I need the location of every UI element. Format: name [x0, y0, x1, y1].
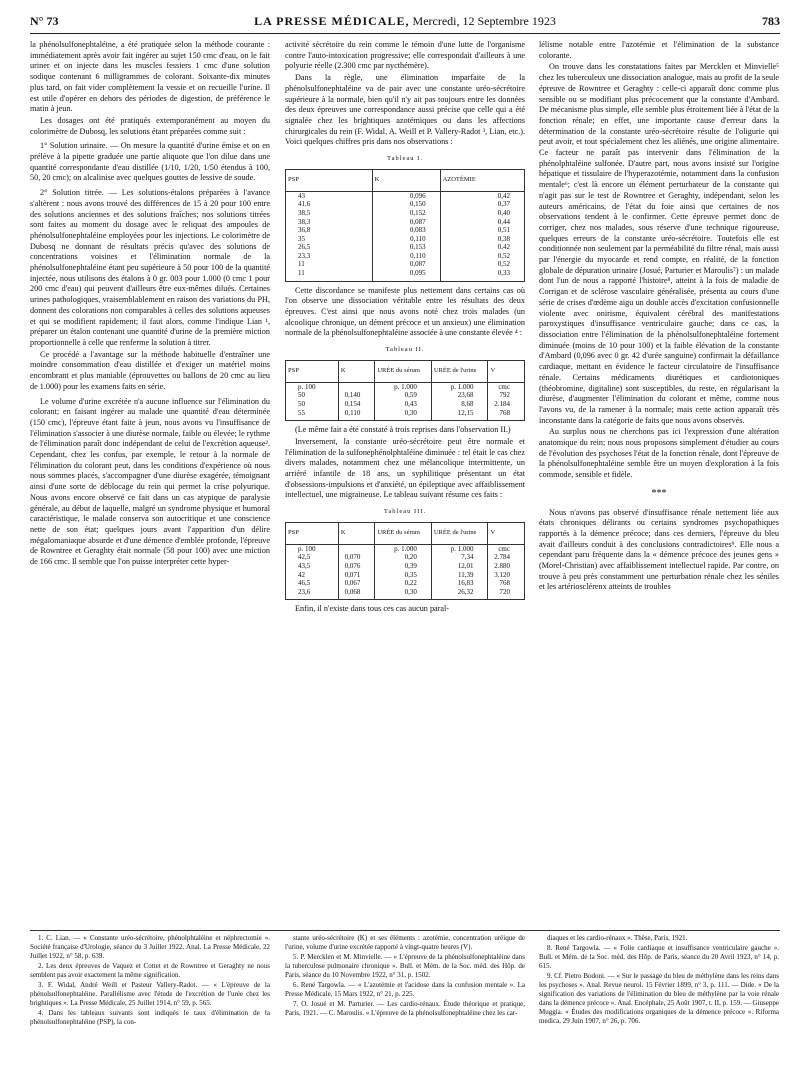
table-cell: 2.784 — [488, 553, 525, 562]
table-cell: 0,071 — [338, 571, 375, 580]
table-1-caption: Tableau I. — [387, 155, 423, 163]
table-cell: 11,39 — [431, 571, 488, 580]
table-cell: 792 — [488, 391, 525, 400]
table-cell: 0,087 — [372, 218, 440, 227]
table-cell: 0,150 — [372, 200, 440, 209]
paragraph: 1° Solution urinaire. — On mesure la quantité d'urine émise et on en prélève à la pipette graduée une partie aliquote que l'on dilue dans une quantité correspondante d'eau distillée (1/10, 1/20, 1/50 étendus à 100, 50, 20 cmc); on alcalinise avec quelques gouttes de lessive de soude. — [30, 141, 270, 183]
table-cell: 0,44 — [440, 218, 524, 227]
page-header — [30, 12, 780, 34]
table-cell: 0,068 — [338, 588, 375, 600]
table-cell: 0,38 — [440, 235, 524, 244]
table-cell: 7,34 — [431, 553, 488, 562]
table-cell: p. 100 — [298, 382, 316, 391]
table-row — [286, 218, 525, 227]
table-cell: 0,110 — [372, 235, 440, 244]
table-header-row — [286, 360, 525, 382]
footnote: 5. P. Mercklen et M. Minvielle. — « L'épreuve de la phénolsulfonephtaléine dans la tuberculose pulmonaire chronique ». Bull. et Mém. de la Soc. méd. des Hôp. de Paris, séance du 10 Novembre 1922, n° 31, p. 1502. — [285, 953, 525, 979]
paragraph: Dans la règle, une élimination imparfaite de la phénolsulfonephtaléine va de pair avec une constante uréo-sécrétoire supérieure à la normale, bien qu'il n'y ait pas toujours entre les données des deux épreuves une correspondance aussi précise que celle qui a été signalée chez les brightiques azotémiques ou dans les affections chirurgicales du rein (F. Widal, A. Weill et P. Vallery-Radot ³, Lian, etc.). Voici quelques chiffres pris dans nos observations : — [285, 73, 525, 147]
table-cell: 16,83 — [431, 579, 488, 588]
table-row — [286, 191, 525, 200]
footnote: diaques et les cardio-rénaux ». Thèse, Paris, 1921. — [547, 934, 688, 942]
table-cell: 0,42 — [440, 191, 524, 200]
table-row — [286, 544, 525, 553]
table-3-caption: Tableau III. — [383, 508, 427, 516]
table-cell: 46,5 — [298, 579, 311, 588]
paragraph: On trouve dans les constatations faites par Mercklen et Minvielle⁵ chez les tuberculeux une dissociation analogue, mais au profit de la seule épreuve de Rowntree et Geraghty : celle-ci apparaît donc comme plus sensible ou se modifiant plus précocement que la constante d'Ambard. De mécanisme plus simple, elle semble plus étroitement liée à l'état de la fonction rénale; en effet, une importante cause d'erreur dans la détermination de la constante uréo-sécrétoire résulte de l'oligurie qui peut avoir, et tout spécialement chez les aliénés, une origine alimentaire. Ce facteur ne paraît pas intervenir dans l'élimination de la phénolphtaléine sulfonée. D'autre part, nous avons insisté sur l'origine hépatique et tissulaire de l'hyperazotémie, notamment dans la confusion mentale⁶; c'est là encore un élément perturbateur de la constante qui n'agit pas sur le test de Rowntree et Geraghty, indépendant, selon les auteurs américains, de l'état du foie ainsi que certaines de nos observations tendent à le confirmer. Cette épreuve permet donc de corriger, chez nos malades, sous réserve d'une technique rigoureuse, quelques erreurs de la constante uréo-sécrétoire. Toutefois elle est conditionnée non seulement par la perméabilité du filtre rénal, mais aussi par l'énergie du myocarde et rend compte, en réalité, de la fonction globale de dépuration urinaire (Josué, Parturier et Maroulis⁷) : un malade dont l'un de nous a rapporté l'histoire⁸, atteint à la fois de maladie de Corrigan et de sclérose vasculaire généralisée, présenta au cours d'une série de crises d'œdème aigu un double accès d'excitation confusionnelle violente avec onirisme, équivalent cérébral des manifestations paroxystiques d'insuffisance ventriculaire gauche; dans ce cas, la dissociation entre l'élimination de la phénolsulfonephtaléine fortement diminuée (moins de 10 pour 100) et la faible élévation de la constante d'Ambard (0,096 avec 0 gr. 42 d'urée sanguine) confirmait la défaillance cardiaque, mettant en évidence le facteur circulatoire de l'insuffisance rénale. Certains médicaments diurétiques et cardiotoniques (théobromine, digitaline) sont susceptibles, du reste, en régularisant la diurèse, d'augmenter l'élimination du colorant et même, comme nous l'avons vu, de la ramener à la normale; mais cette action apparaît très inconstante dans la catégorie de faits que nous avons observés. — [539, 62, 779, 425]
table-row — [286, 235, 525, 244]
table-cell: p. 100 — [298, 544, 316, 553]
table-cell: 0,35 — [375, 571, 432, 580]
table-cell: 8,68 — [431, 400, 488, 409]
table-cell: 0,59 — [375, 391, 432, 400]
table-cell: p. 1.000 — [431, 382, 488, 391]
section-separator: *** — [651, 487, 667, 499]
table-cell: 38,3 — [298, 217, 311, 226]
table-header-row — [286, 169, 525, 191]
table-cell: 26,5 — [298, 243, 311, 252]
table-cell: cmc — [488, 544, 525, 553]
footnote: 2. Les deux épreuves de Vaquez et Cottet et de Rowntree et Geraghty ne nous semblent pas avoir exactement la même signification. — [30, 962, 270, 979]
column-3 — [539, 40, 779, 594]
column-header: URÉE de l'urine — [431, 360, 488, 382]
table-cell: 36,8 — [298, 226, 311, 235]
table-2-caption: Tableau II. — [385, 346, 425, 354]
journal-title — [30, 14, 780, 29]
table-cell: 50 — [298, 391, 305, 400]
table-cell: 0,52 — [440, 260, 524, 269]
table-cell: 0,40 — [440, 209, 524, 218]
table-cell: 12,01 — [431, 562, 488, 571]
table-cell: 0,43 — [375, 400, 432, 409]
table-row — [286, 226, 525, 235]
table-cell: 50 — [298, 400, 305, 409]
paragraph: (Le même fait a été constaté à trois reprises dans l'observation II.) — [295, 425, 511, 435]
column-header: K — [372, 169, 440, 191]
table-row — [286, 400, 525, 409]
column-header: URÉE de l'urine — [431, 522, 488, 544]
table-cell: 0,067 — [338, 579, 375, 588]
footnotes — [30, 930, 780, 1026]
table-cell: 23,3 — [298, 251, 311, 260]
paragraph: Nous n'avons pas observé d'insuffisance rénale nettement liée aux états chroniques délirants ou certains syndromes psychopathiques rapportés à la démence précoce; dans ces derniers, l'épreuve du bleu avait d'ailleurs conduit à des conclusions contradictoires⁹. Elle nous a cependant paru fréquente dans la « démence précoce des jeunes gens » (Morel-Christian) avec affaiblissement intellectuel rapide. Par contre, on trouve à peu près constamment une perturbation rénale chez les séniles et les artériosclérenx atteints de troubles — [539, 507, 779, 592]
table-cell: 11 — [298, 260, 305, 269]
table-cell — [338, 382, 375, 391]
issue-date: Mercredi, 12 Septembre 1923 — [412, 14, 556, 28]
table-cell: 2.880 — [488, 562, 525, 571]
footnote: 4. Dans les tableaux suivants sont indiqués le taux d'élimination de la phénolsulfonephtaléine (PSP), la con- — [30, 1009, 270, 1026]
table-cell: 0,37 — [440, 200, 524, 209]
table-cell: p. 1.000 — [375, 544, 432, 553]
page-number: 783 — [762, 14, 780, 28]
table-cell: 0,110 — [338, 409, 375, 421]
table-cell: cmc — [488, 382, 525, 391]
column-header: V — [488, 360, 525, 382]
table-cell: 0,42 — [440, 243, 524, 252]
table-header-row — [286, 522, 525, 544]
paragraph: lélisme notable entre l'azotémie et l'élimination de la substance colorante. — [539, 40, 779, 60]
column-1 — [30, 40, 270, 569]
table-cell: 26,32 — [431, 588, 488, 600]
column-header: V — [488, 522, 525, 544]
footnote: 8. René Targowla. — « Folie cardiaque et insuffisance ventriculaire gauche ». Bull. et Mém. de la Soc. méd. des Hôp. de Paris, séance du 20 Avril 1923, n° 14, p. 615. — [539, 944, 779, 970]
journal-name: LA PRESSE MÉDICALE, — [254, 14, 410, 28]
paragraph: Inversement, la constante uréo-sécrétoire peut être normale et l'élimination de la sulfonephénolphtaléine diminuée : tel était le cas chez divers malades, notamment chez une mélancolique intermittente, un arriéré infantile de 18 ans, un syphilitique présentant un état d'obsessions-impulsions et d'anxiété, un épileptique avec affaiblissement intellectuel, une migraineuse. Le tableau suivant résume ces faits : — [285, 436, 525, 500]
table-cell: 35 — [298, 234, 305, 243]
table-cell: 0,154 — [338, 400, 375, 409]
table-cell: 0,087 — [372, 260, 440, 269]
table-3 — [285, 522, 525, 601]
table-row — [286, 209, 525, 218]
footnote: 7. O. Josué et M. Parturier. — Les cardio-rénaux. Étude théorique et pratique, Paris, 1921. — C. Maroulis. « L'épreuve de la phénolsulfonephtaléine chez les car- — [285, 1000, 525, 1017]
column-header: PSP — [286, 169, 373, 191]
table-cell: 3.120 — [488, 571, 525, 580]
footnote: stante uréo-sécrétoire (K) et ses éléments : azotémie, concentration uréique de l'urine, volume d'urine excrétée rapporté à vingt-quatre heures (V). — [285, 934, 525, 951]
table-cell: 0,39 — [375, 562, 432, 571]
table-row — [286, 269, 525, 281]
column-header: PSP — [286, 360, 339, 382]
table-cell: 0,096 — [372, 191, 440, 200]
table-cell: 42,5 — [298, 553, 311, 562]
table-row — [286, 260, 525, 269]
table-cell: 0,153 — [372, 243, 440, 252]
paragraph: la phénolsulfonephtaléine, a été pratiquée selon la méthode courante : immédiatement après avoir fait ingérer au sujet 150 cmc d'eau, on le fait uriner et on injecte dans les muscles fessiers 1 cmc d'une solution sodique contenant 6 milligrammes de colorant. Soixante-dix minutes plus tard, on fait vider complètement la vessie et on recueille l'urine. Il est utile d'opérer en dehors des périodes de digestion, de préférence le matin à jeun. — [30, 40, 270, 114]
footnote-column-2 — [285, 934, 525, 1019]
table-cell: 0,095 — [372, 269, 440, 281]
issue-number: N° 73 — [30, 14, 59, 28]
footnote-column-1 — [30, 934, 270, 1028]
table-cell: 0,140 — [338, 391, 375, 400]
table-cell: 41,6 — [298, 200, 311, 209]
paragraph: Les dosages ont été pratiqués extemporanément au moyen du colorimètre de Dubosq, les solutions étant préparées comme suit : — [30, 115, 270, 136]
table-cell: 0,52 — [440, 252, 524, 261]
table-cell: 0,20 — [375, 553, 432, 562]
table-cell: 43,5 — [298, 562, 311, 571]
table-cell: 0,110 — [372, 252, 440, 261]
paragraph: Enfin, il n'existe dans tous ces cas aucun paral- — [295, 604, 450, 614]
table-row — [286, 243, 525, 252]
table-cell: 2.184 — [488, 400, 525, 409]
paragraph: activité sécrétoire du rein comme le témoin d'une lutte de l'organisme contre l'auto-intoxication progressive; elle correspondait d'ailleurs à une polyurie réelle (2.300 cmc par nycthémère). — [285, 40, 525, 71]
table-cell: 0,51 — [440, 226, 524, 235]
table-cell: 0,33 — [440, 269, 524, 281]
table-cell — [338, 544, 375, 553]
column-header: AZOTÉMIE — [440, 169, 524, 191]
table-cell: 55 — [298, 408, 305, 417]
table-row — [286, 409, 525, 421]
table-cell: p. 1.000 — [431, 544, 488, 553]
table-cell: p. 1.000 — [375, 382, 432, 391]
footnote: 6. René Targowla. — « L'azotémie et l'acidose dans la confusion mentale ». La Presse Médicale, 15 Mars 1922, n° 21, p. 225. — [285, 981, 525, 998]
paragraph: Cette discordance se manifeste plus nettement dans certains cas où l'on observe une dissociation véritable entre les résultats des deux épreuves. C'est ainsi que nous avons noté chez trois malades (un alcoolique chronique, un dément précoce et un anxieux) une élimination normale de la phénolsulfonephtaléine associée à une constante élevée ⁴ : — [285, 285, 525, 338]
table-cell: 11 — [298, 269, 305, 278]
table-cell: 720 — [488, 588, 525, 600]
table-row — [286, 571, 525, 580]
table-cell: 23,68 — [431, 391, 488, 400]
table-cell: 0,152 — [372, 209, 440, 218]
table-row — [286, 200, 525, 209]
paragraph: 2° Solution titrée. — Les solutions-étalons préparées à l'avance s'altèrent : nous avons trouvé des différences de 15 à 20 pour 100 entre des solutions anciennes et des solutions fraîches; nos solutions titrées sont faites au moment du dosage avec le reliquat des ampoules de phénolsulfonephtaléine employées pour les injections. Le colorimètre de Dubosq ne donnant de résultats précis qu'avec des solutions de concentrations voisines et l'élimination normale de la phénolsulfonephtaléine étant peu supérieure à 50 pour 100 de la quantité injectée, nous utilisons des étalons à 0 gr. 003 pour 1.000 (0 cmc 1 pour 200 cmc d'eau) qui peuvent d'ailleurs être eux-mêmes dilués. Certaines urines pathologiques, vraisemblablement en raison des variations du PH, donnent des colorations non comparables à celles des solutions aqueuses et qui se modifient rapidement; il faut alors, comme l'indique Lian ¹, préparer un étalon contenant une quantité d'urine de la première miction proportionnelle à celle que renferme la solution à titrer. — [30, 188, 270, 347]
footnote: 1. C. Lian. — « Constante uréo-sécrétoire, phénolphtaléine et néphrectomie ». Société française d'Urologie, séance du 3 Juillet 1922. Anal. La Presse Médicale, 22 Juillet 1922, n° 58, p. 639. — [30, 934, 270, 960]
column-header: URÉE du sérum — [375, 360, 432, 382]
table-cell: 43 — [298, 191, 305, 200]
table-cell: 0,076 — [338, 562, 375, 571]
table-cell: 42 — [298, 570, 305, 579]
table-cell: 12,15 — [431, 409, 488, 421]
table-cell: 0,083 — [372, 226, 440, 235]
column-header: K — [338, 522, 375, 544]
table-cell: 0,30 — [375, 588, 432, 600]
table-cell: 0,22 — [375, 579, 432, 588]
table-1 — [285, 169, 525, 282]
table-cell: 0,070 — [338, 553, 375, 562]
paragraph: Ce procédé a l'avantage sur la méthode habituelle d'entraîner une moindre consommation d'eau distillée et d'exiger un matériel moins encombrant et plus maniable (éprouvettes ou ballons de 20 cmc au lieu de 1.000) pour les examens faits en série. — [30, 349, 270, 391]
table-cell: 0,30 — [375, 409, 432, 421]
table-cell: 23,6 — [298, 587, 311, 596]
table-row — [286, 391, 525, 400]
table-cell: 768 — [488, 409, 525, 421]
column-header: K — [338, 360, 375, 382]
column-header: URÉE du sérum — [375, 522, 432, 544]
table-2 — [285, 360, 525, 421]
table-row — [286, 553, 525, 562]
table-row — [286, 252, 525, 261]
table-cell: 768 — [488, 579, 525, 588]
table-row — [286, 588, 525, 600]
paragraph: Au surplus nous ne cherchons pas ici l'expression d'une altération anatomique du rein; nous nous proposons simplement d'étudier au cours de l'évolution des psychoses l'état de la fonction rénale, dont l'épreuve de la phénolsulfonephtaléine semble être un moyen d'exploration à la fois commode, sensible et fidèle. — [539, 427, 779, 480]
column-header: PSP — [286, 522, 339, 544]
column-2 — [285, 40, 525, 616]
table-row — [286, 562, 525, 571]
table-row — [286, 579, 525, 588]
table-row — [286, 382, 525, 391]
paragraph: Le volume d'urine excrétée n'a aucune influence sur l'élimination du colorant; en faisant ingérer au malade une quantité d'eau déterminée (150 cmc), l'épreuve étant faite à jeun, nous avons vu l'insuffisance de l'élimination s'associer à une diurèse normale, faible ou élevée; le rythme de l'élimination paraît donc indépendant de celui de l'excrétion aqueuse². Cependant, chez les confus, par exemple, le retour à la normale de l'élimination du colorant peut, dans les conditions d'expérience où nous nous sommes placés, s'accompagner d'une diurèse exagérée, témoignant ainsi d'une sorte de déblocage du rein qui permet la crise polyurique. Nous avons encore observé ce fait dans un cas atypique de paralysie générale, au début de laquelle, malgré un syndrome physique et humoral caractéristique, le malade conserva son autocritique et une conscience nette de son état; quelques jours avant l'apparition d'un délire mégalomaniaque absurde et d'une démence d'emblée profonde, l'épreuve de Rowntree et Geraghty était normale (58 pour 100) avec une miction de 166 cmc. Il semble que l'on puisse interpréter cette hyper- — [30, 396, 270, 567]
table-cell: 38,5 — [298, 208, 311, 217]
footnote-column-3 — [539, 934, 779, 1027]
footnote: 9. Cf. Pietro Bodoni. — « Sur le passage du bleu de méthylène dans les reins dans les psychoses ». Anal. Revue neurol. 15 Février 1899, n° 3, p. 111. — Dide. « De la signification des variations de l'élimination du bleu de méthylène par la voie rénale dans la démence précoce ». Anal. Encéphale, 25 Août 1907, t. II, p. 159. — Giuseppe Muggia. « Études des modifications organiques de la démence précoce ». Riforma medica, 29 Juin 1907, n° 26, p. 706. — [539, 972, 779, 1025]
footnote: 3. F. Widal, André Weill et Pasteur Vallery-Radot. — « L'épreuve de la phénolsulfonephtaléine. Parallélisme avec l'étude de l'excrétion de l'urée chez les brightiques ». La Presse Médicale, 25 Juillet 1914, n° 59, p. 565. — [30, 981, 270, 1007]
